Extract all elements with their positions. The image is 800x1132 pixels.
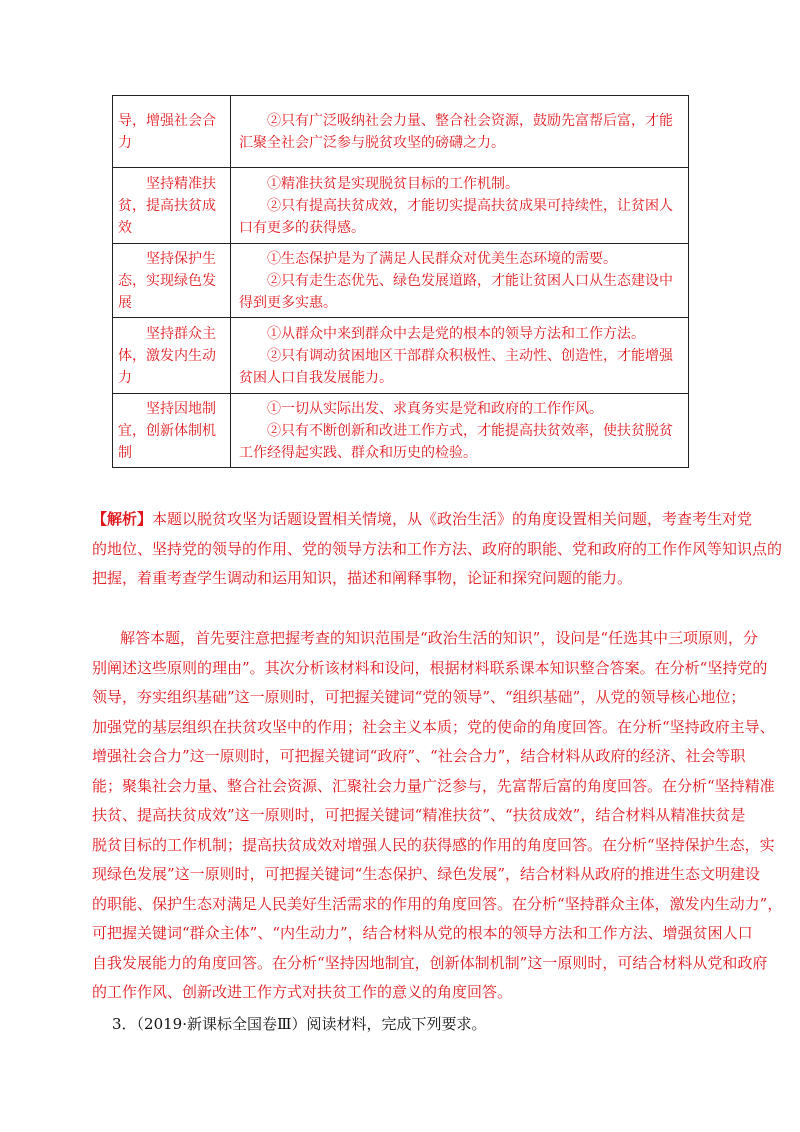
answer-line: 可把握关键词“群众主体”、“内生动力”，结合材料从党的根本的领导方法和工作方法、增强贫困人口 <box>92 924 753 942</box>
analysis-paragraph <box>92 505 783 594</box>
reason-line: ①生态保护是为了满足人民群众对优美生态环境的需要。 <box>267 250 617 267</box>
reason-line: ②只有调动贫困地区干部群众积极性、主动性、创造性，才能增强 <box>267 347 673 364</box>
principle-line: 力 <box>118 369 132 386</box>
analysis-line: 的地位、坚持党的领导的作用、党的领导方法和工作方法、政府的职能、党和政府的工作作风等知识点的 <box>92 539 783 558</box>
analysis-line: 把握，着重考查学生调动和运用知识，描述和阐释事物，论证和探究问题的能力。 <box>92 569 633 587</box>
answer-line: 增强社会合力”这一原则时，可把握关键词“政府”、“社会合力”，结合材料从政府的经济、社会等职 <box>92 747 746 765</box>
principle-line: 宜，创新体制机 <box>118 422 216 439</box>
principles-table <box>112 95 689 468</box>
reason-line: 工作经得起实践、群众和历史的检验。 <box>239 444 477 461</box>
answer-line: 领导，夯实组织基础”这一原则时，可把握关键词“党的领导”、“组织基础”，从党的领导核心地位； <box>92 688 746 706</box>
reason-line: 口有更多的获得感。 <box>239 219 365 236</box>
reason-line: ①精准扶贫是实现脱贫目标的工作机制。 <box>267 175 519 192</box>
analysis-tag: 【解析】 <box>92 510 153 528</box>
reason-line: ②只有不断创新和改进工作方式，才能提高扶贫效率，使扶贫脱贫 <box>267 422 673 439</box>
principle-line: 导，增强社会合 <box>118 112 216 129</box>
principle-line: 坚持因地制 <box>146 400 216 417</box>
reason-line: 汇聚全社会广泛参与脱贫攻坚的磅礴之力。 <box>239 134 505 151</box>
principle-cell <box>113 168 231 244</box>
answer-line: 扶贫、提高扶贫成效”这一原则时，可把握关键词“精准扶贫”、“扶贫成效”，结合材料从精准扶贫是 <box>92 806 746 824</box>
principle-line: 态，实现绿色发 <box>118 272 216 289</box>
answer-line: 别阐述这些原则的理由”。其次分析该材料和设问，根据材料联系课本知识整合答案。在分析“坚持党的 <box>92 658 768 677</box>
table-row <box>113 394 689 468</box>
answer-line: 能；聚集社会力量、整合社会资源、汇聚社会力量广泛参与，先富帮后富的角度回答。在分析“坚持精准 <box>92 776 775 795</box>
answer-paragraph <box>92 624 783 1008</box>
principle-cell <box>113 318 231 394</box>
reason-cell <box>231 318 689 394</box>
reason-line: ①从群众中来到群众中去是党的根本的领导方法和工作方法。 <box>267 325 645 342</box>
reason-cell <box>231 168 689 244</box>
answer-line: 的职能、保护生态对满足人民美好生活需求的作用的角度回答。在分析“坚持群众主体，激发内生动力”， <box>92 894 783 913</box>
reason-line: ②只有提高扶贫成效，才能切实提高扶贫成果可持续性，让贫困人 <box>267 197 673 214</box>
answer-line: 的工作作风、创新改进工作方式对扶贫工作的意义的角度回答。 <box>92 983 513 1001</box>
answer-line: 自我发展能力的角度回答。在分析“坚持因地制宜，创新体制机制”这一原则时，可结合材料从党和政府 <box>92 953 768 972</box>
reason-line: ②只有走生态优先、绿色发展道路，才能让贫困人口从生态建设中 <box>267 272 673 289</box>
answer-line: 加强党的基层组织在扶贫攻坚中的作用；社会主义本质；党的使命的角度回答。在分析“坚持政府主导、 <box>92 717 775 736</box>
reason-line: 贫困人口自我发展能力。 <box>239 369 393 386</box>
reason-line: ②只有广泛吸纳社会力量、整合社会资源，鼓励先富帮后富，才能 <box>267 112 673 129</box>
principle-line: 制 <box>118 444 132 461</box>
reason-cell <box>231 394 689 468</box>
reason-line: ①一切从实际出发、求真务实是党和政府的工作作风。 <box>267 400 603 417</box>
principle-cell <box>113 244 231 318</box>
reason-cell <box>231 96 689 168</box>
reason-cell <box>231 244 689 318</box>
principle-line: 贫，提高扶贫成 <box>118 197 216 214</box>
question-3-heading: 3．（2019·新课标全国卷Ⅲ）阅读材料，完成下列要求。 <box>112 1015 487 1033</box>
principle-line: 展 <box>118 294 132 311</box>
table-row <box>113 244 689 318</box>
reason-line: 得到更多实惠。 <box>239 294 337 311</box>
analysis-text: 本题以脱贫攻坚为话题设置相关情境，从《政治生活》的角度设置相关问题，考查考生对党 <box>152 510 753 528</box>
principle-line: 坚持保护生 <box>146 250 216 267</box>
principle-cell <box>113 96 231 168</box>
principle-line: 坚持精准扶 <box>146 175 216 192</box>
principle-cell <box>113 394 231 468</box>
principle-line: 效 <box>118 219 132 236</box>
table-row <box>113 318 689 394</box>
principle-line: 力 <box>118 134 132 151</box>
answer-line: 现绿色发展”这一原则时，可把握关键词“生态保护、绿色发展”，结合材料从政府的推进生态文明建设 <box>92 865 761 883</box>
answer-line: 脱贫目标的工作机制；提高扶贫成效对增强人民的获得感的作用的角度回答。在分析“坚持保护生态，实 <box>92 835 775 854</box>
answer-line: 解答本题，首先要注意把握考查的知识范围是“政治生活的知识”，设问是“任选其中三项原则，分 <box>120 629 759 647</box>
table-row <box>113 168 689 244</box>
table-row <box>113 96 689 168</box>
principle-line: 体，激发内生动 <box>118 347 216 364</box>
analysis-line <box>92 505 753 535</box>
principle-line: 坚持群众主 <box>146 325 216 342</box>
